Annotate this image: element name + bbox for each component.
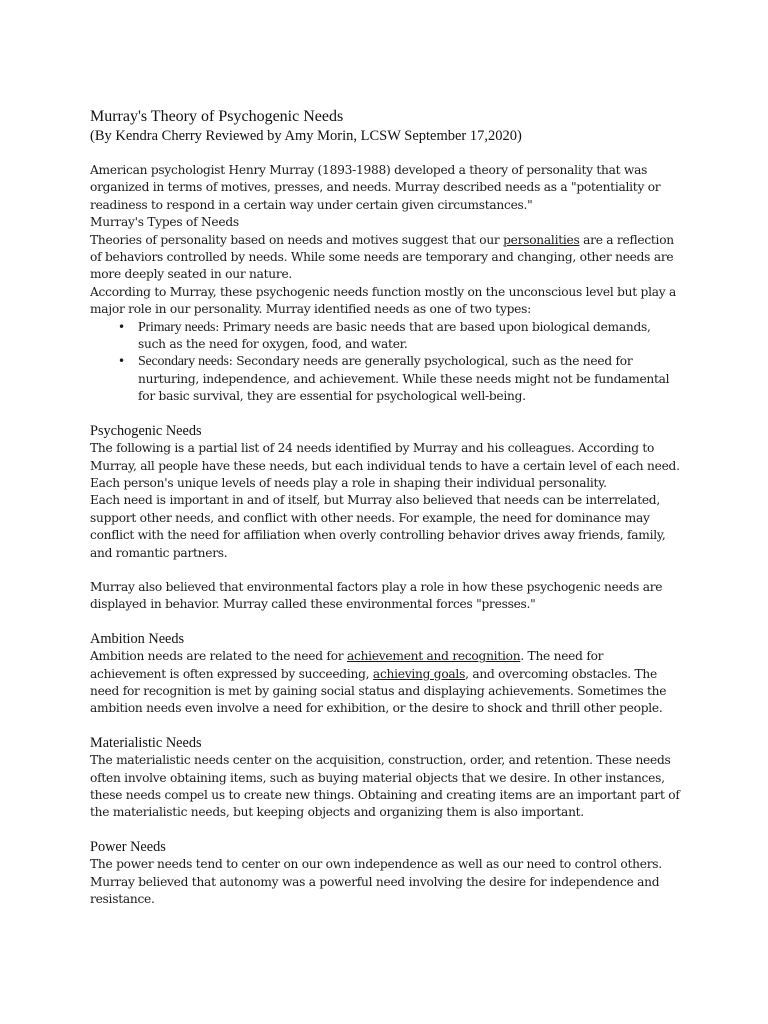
types-p1-before: Theories of personality based on needs and motives suggest that our	[90, 232, 504, 247]
power-paragraph: The power needs tend to center on our own independence as well as our need to control others. Murray believed that autonomy was a powerful need involving the desire for independence and resistance.	[90, 857, 662, 907]
types-heading: Murray's Types of Needs	[90, 215, 239, 230]
ambition-middle: . The need for achievement is often expressed by succeeding,	[90, 649, 604, 681]
materialistic-needs-heading: Materialistic Needs	[90, 734, 202, 751]
power-needs-heading: Power Needs	[90, 838, 166, 855]
psychogenic-needs-heading: Psychogenic Needs	[90, 422, 202, 439]
secondary-needs-text: : Secondary needs are generally psychological, such as the need for nurturing, independence, and achievement. While these needs might not be fundamental for basic survival, they are essential for psychological well-being.	[138, 354, 670, 404]
document-byline: (By Kendra Cherry Reviewed by Amy Morin, LCSW September 17,2020)	[90, 128, 522, 144]
personalities-link[interactable]: personalities	[503, 232, 580, 247]
bullet-glyph: •	[118, 319, 125, 334]
list-item	[118, 319, 680, 354]
ambition-needs-heading: Ambition Needs	[90, 630, 185, 647]
materialistic-paragraph: The materialistic needs center on the acquisition, construction, order, and retention. These needs often involve obtaining items, such as buying material objects that we desire. In other instances, these needs compel us to create new things. Obtaining and creating items are an important part of the materialistic needs, but keeping objects and organizing them is also important.	[90, 753, 680, 820]
psychogenic-paragraph-3: Murray also believed that environmental factors play a role in how these psychogenic needs are displayed in behavior. Murray called these environmental forces "presses."	[90, 579, 663, 612]
types-paragraph-2: According to Murray, these psychogenic needs function mostly on the unconscious level but play a major role in our personality. Murray identified needs as one of two types:	[90, 284, 677, 317]
document-page	[90, 107, 680, 908]
ambition-before: Ambition needs are related to the need for	[90, 649, 347, 664]
intro-paragraph: American psychologist Henry Murray (1893-1988) developed a theory of personality that was organized in terms of motives, presses, and needs. Murray described needs as a "potentiality or readiness to respond in a certain way under certain given circumstances."	[90, 163, 661, 212]
achieving-goals-link[interactable]: achieving goals	[372, 666, 466, 681]
primary-needs-term: Primary needs	[138, 319, 216, 335]
ambition-paragraph	[90, 648, 680, 718]
psychogenic-paragraph-1: The following is a partial list of 24 needs identified by Murray and his colleagues. According to Murray, all people have these needs, but each individual tends to have a certain level of each need. Each person's unique levels of needs play a role in shaping their individual personality.	[90, 441, 680, 490]
achievement-recognition-link[interactable]: achievement and recognition	[346, 649, 521, 664]
ambition-after: , and overcoming obstacles. The need for recognition is met by gaining social status and displaying achievements. Sometimes the ambition needs even involve a need for exhibition, or the desire to shock and thrill other people.	[90, 666, 667, 716]
types-p1-after: are a reflection of behaviors controlled by needs. While some needs are temporary and changing, other needs are more deeply seated in our nature.	[90, 232, 674, 282]
types-paragraph-1	[90, 232, 680, 284]
list-item	[118, 353, 680, 405]
document-title: Murray's Theory of Psychogenic Needs	[90, 108, 344, 125]
bullet-glyph: •	[118, 354, 125, 369]
primary-needs-text: : Primary needs are basic needs that are based upon biological demands, such as the need for oxygen, food, and water.	[138, 319, 651, 352]
psychogenic-paragraph-2: Each need is important in and of itself, but Murray also believed that needs can be interrelated, support other needs, and conflict with other needs. For example, the need for dominance may conflict with the need for affiliation when overly controlling behavior drives away friends, family, and romantic partners.	[90, 493, 666, 560]
needs-type-list	[90, 319, 680, 406]
secondary-needs-term: Secondary needs	[138, 354, 229, 370]
